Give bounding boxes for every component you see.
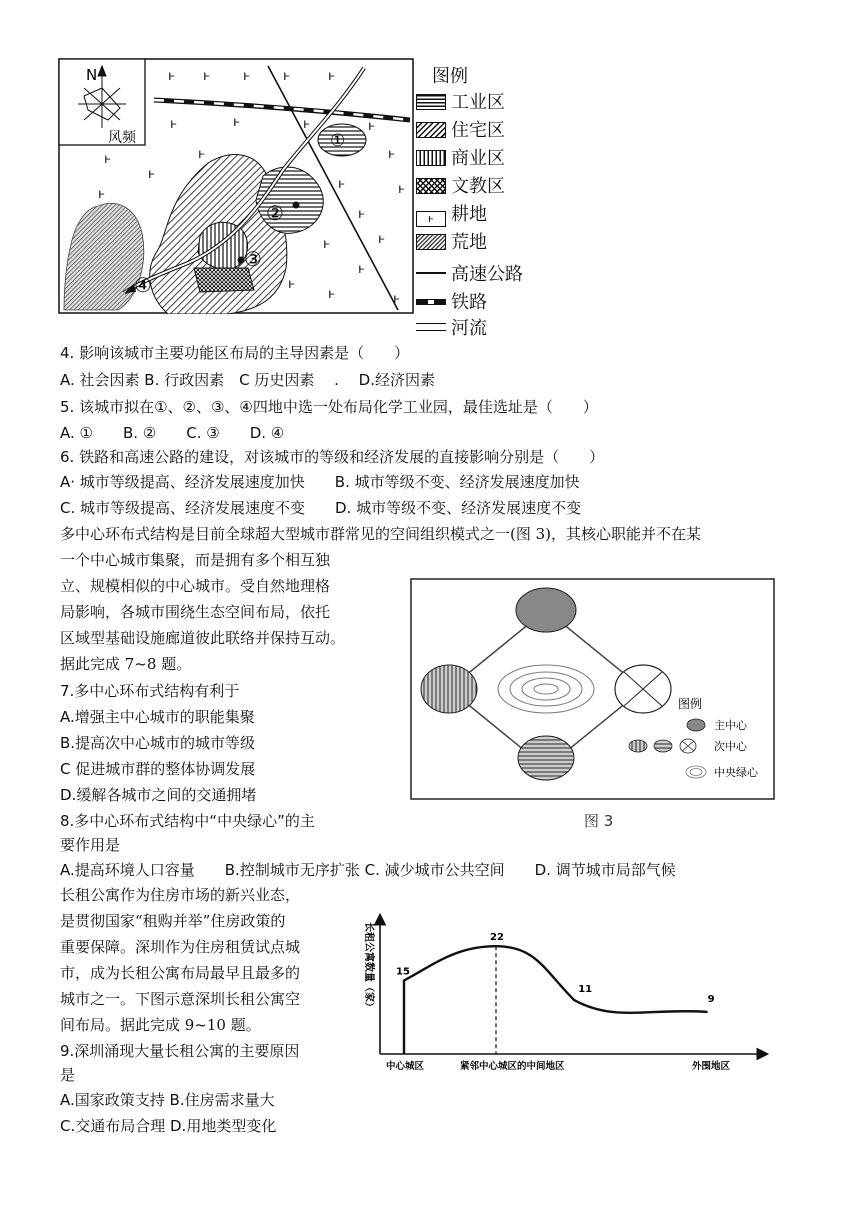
legend-sub-center-icon-3: [680, 739, 696, 753]
q5-stem: 5. 该城市拟在①、②、③、④四地中选一处布局化学工业园，最佳选址是（ ）: [60, 398, 598, 416]
main-center-circle: [516, 588, 576, 632]
chart-point-label-9: 9: [707, 993, 715, 1005]
farmland-symbol-icon: ⱶ: [323, 237, 331, 252]
farmland-symbol-icon: ⱶ: [148, 167, 156, 182]
passage3-line6: 间布局。据此完成 9~10 题。: [60, 1016, 261, 1034]
farmland-symbol-icon: ⱶ: [393, 292, 401, 307]
q8-options: A.提高环境人口容量 B.控制城市无序扩张 C. 减少城市公共空间 D. 调节城市局部气候: [60, 861, 676, 879]
passage3-line2: 是贯彻国家“租购并举”住房政策的: [60, 912, 286, 930]
legend-sub-center-icon-2: [654, 740, 672, 752]
chart-x-label-center: 中心城区: [386, 1061, 425, 1072]
legend-education: 文教区: [416, 176, 505, 198]
q5-options: A. ① B. ② C. ③ D. ④: [60, 424, 285, 442]
legend-residential: 住宅区: [416, 120, 505, 142]
chart-point-label-15: 15: [396, 966, 410, 978]
wind-rose-label: 风频: [108, 130, 136, 146]
legend-farmland: ⱶ 耕地: [416, 204, 487, 227]
city-land-use-map: [58, 58, 414, 314]
chart-y-label: 长租公寓数量（家）: [363, 922, 374, 1012]
figure3-caption: 图 3: [584, 812, 614, 830]
farmland-symbol-icon: ⱶ: [98, 187, 106, 202]
farmland-symbol-icon: ⱶ: [378, 232, 386, 247]
q8-stem-line2: 要作用是: [60, 836, 121, 854]
chart-point-label-11: 11: [578, 984, 593, 996]
farmland-symbol-icon: ⱶ: [303, 117, 311, 132]
farmland-symbol-icon: ⱶ: [388, 147, 396, 162]
farmland-symbol-icon: ⱶ: [198, 147, 206, 162]
fig3-legend-main-center: 主中心: [714, 719, 747, 732]
farmland-symbol-icon: ⱶ: [288, 277, 296, 292]
passage3-line4: 市，成为长租公寓布局最早且最多的: [60, 964, 301, 982]
q7-option-c: C 促进城市群的整体协调发展: [60, 760, 256, 778]
farmland-symbol-icon: ⱶ: [233, 115, 241, 130]
education-zone: [194, 268, 254, 292]
sub-center-left: [421, 665, 477, 713]
chart-point-label-22: 22: [490, 932, 504, 944]
passage2-line1: 多中心环布式结构是目前全球超大型城市群常见的空间组织模式之一(图 3)，其核心职能并不在某: [60, 525, 702, 543]
farmland-symbol-icon: ⱶ: [416, 211, 446, 227]
q6-stem: 6. 铁路和高速公路的建设，对该城市的等级和经济发展的直接影响分别是（ ）: [60, 448, 605, 466]
rental-apartment-chart: [362, 912, 774, 1080]
farmland-symbol-icon: ⱶ: [328, 287, 336, 302]
legend-commercial: 商业区: [416, 148, 505, 170]
site-label-2: ②: [266, 201, 284, 225]
chart-x-label-middle: 紧邻中心城区的中间地区: [460, 1061, 565, 1072]
figure3-polycentric-diagram: [410, 578, 775, 800]
q6-options-ab: A· 城市等级提高、经济发展速度加快 B. 城市等级不变、经济发展速度加快: [60, 473, 580, 491]
site-label-1: ①: [330, 131, 346, 151]
farmland-symbol-icon: ⱶ: [203, 69, 211, 84]
farmland-symbol-icon: ⱶ: [243, 69, 251, 84]
chart-series-line: [404, 946, 708, 1054]
passage3-line5: 城市之一。下图示意深圳长租公寓空: [60, 990, 301, 1008]
compass-north-label: N: [86, 66, 98, 84]
passage2-line2: 一个中心城市集聚，而是拥有多个相互独: [60, 551, 331, 569]
farmland-symbol-icon: ⱶ: [398, 182, 406, 197]
farmland-symbol-icon: ⱶ: [283, 69, 291, 84]
passage2-line4: 局影响，各城市围绕生态空间布局，依托: [60, 603, 331, 621]
legend-industrial: 工业区: [416, 92, 505, 114]
q4-stem: 4. 影响该城市主要功能区布局的主导因素是（ ）: [60, 344, 410, 362]
farmland-symbol-icon: ⱶ: [358, 207, 366, 222]
legend-railway: 铁路: [416, 292, 487, 314]
site-label-3: ③: [244, 247, 262, 271]
site-label-4: ④: [134, 273, 152, 297]
legend-main-center-icon: [687, 719, 705, 731]
farmland-symbol-icon: ⱶ: [328, 69, 336, 84]
farmland-symbol-icon: ⱶ: [338, 177, 346, 192]
q9-stem-line1: 9.深圳涌现大量长租公寓的主要原因: [60, 1042, 300, 1060]
legend-highway: 高速公路: [416, 264, 523, 286]
sub-center-bottom: [518, 736, 574, 780]
legend-river: 河流: [416, 318, 487, 340]
passage2-line3: 立、规模相似的中心城市。受自然地理格: [60, 577, 331, 595]
legend-sub-center-icon-1: [629, 740, 647, 752]
fig3-legend-green-core: 中央绿心: [714, 766, 758, 779]
sub-center-right: [615, 665, 671, 713]
passage3-line1: 长租公寓作为住房市场的新兴业态，: [60, 886, 301, 904]
farmland-symbol-icon: ⱶ: [368, 119, 376, 134]
q7-option-d: D.缓解各城市之间的交通拥堵: [60, 786, 257, 804]
q9-stem-line2: 是: [60, 1066, 76, 1084]
q7-option-b: B.提高次中心城市的城市等级: [60, 734, 256, 752]
q9-options-ab: A.国家政策支持 B.住房需求量大: [60, 1091, 275, 1109]
legend-wasteland: 荒地: [416, 232, 487, 254]
fig3-legend-title: 图例: [678, 697, 703, 711]
map-legend-title: 图例: [432, 66, 468, 87]
site-dot-2: [293, 202, 300, 209]
q7-option-a: A.增强主中心城市的职能集聚: [60, 708, 255, 726]
q8-stem-line1: 8.多中心环布式结构中“中央绿心”的主: [60, 812, 315, 830]
q4-options: A. 社会因素 B. 行政因素 C 历史因素 . D.经济因素: [60, 371, 435, 389]
farmland-symbol-icon: ⱶ: [358, 262, 366, 277]
farmland-symbol-icon: ⱶ: [170, 117, 178, 132]
fig3-legend-sub-center: 次中心: [714, 740, 747, 753]
q9-options-cd: C.交通布局合理 D.用地类型变化: [60, 1117, 277, 1135]
farmland-symbol-icon: ⱶ: [104, 152, 112, 167]
q7-stem: 7.多中心环布式结构有利于: [60, 682, 240, 700]
passage2-line6: 据此完成 7~8 题。: [60, 655, 192, 673]
chart-x-label-outer: 外围地区: [692, 1061, 731, 1072]
passage2-line5: 区域型基础设施廊道彼此联络并保持互动。: [60, 629, 346, 647]
passage3-line3: 重要保障。深圳作为住房租赁试点城: [60, 938, 301, 956]
q6-options-cd: C. 城市等级提高、经济发展速度不变 D. 城市等级不变、经济发展速度不变: [60, 499, 582, 517]
farmland-symbol-icon: ⱶ: [168, 69, 176, 84]
